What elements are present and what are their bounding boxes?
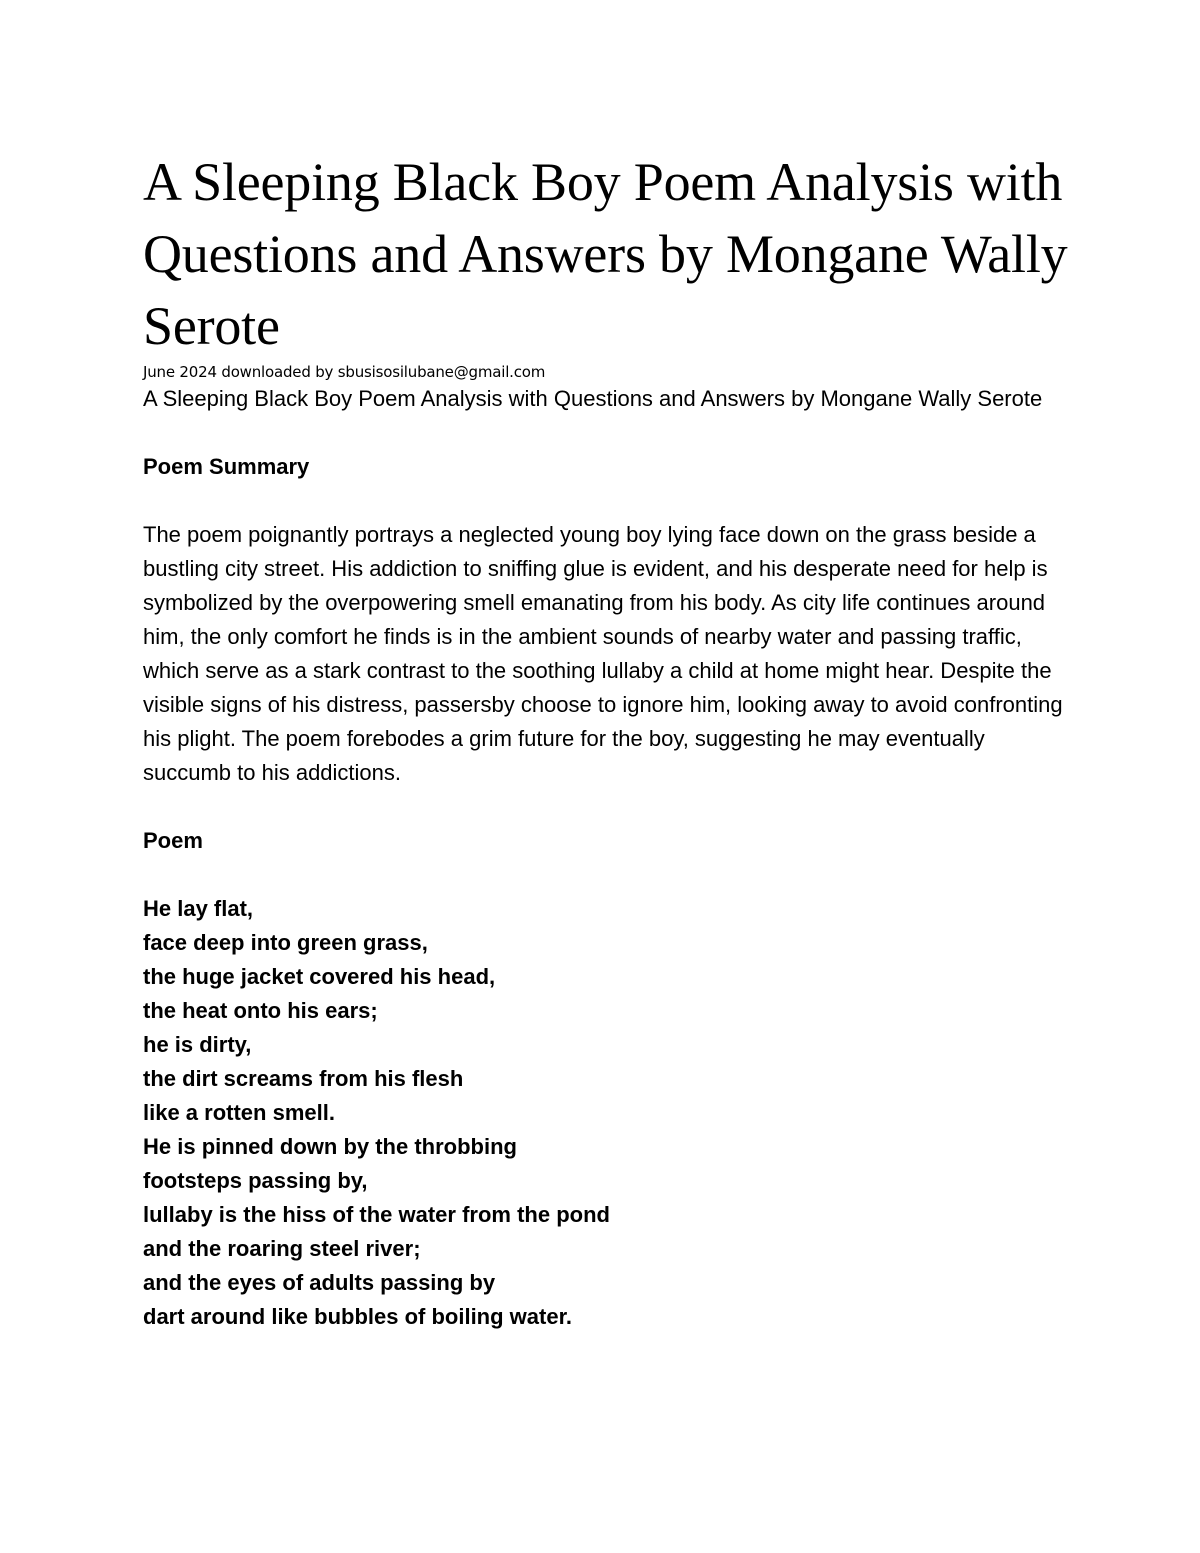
document-subtitle: A Sleeping Black Boy Poem Analysis with Questions and Answers by Mongane Wally Serote xyxy=(143,386,1043,411)
poem-line: He is pinned down by the throbbing xyxy=(143,1134,517,1159)
poem-line: and the roaring steel river; xyxy=(143,1236,421,1261)
poem-line: dart around like bubbles of boiling water. xyxy=(143,1304,573,1329)
poem-line: like a rotten smell. xyxy=(143,1100,335,1125)
summary-heading: Poem Summary xyxy=(143,454,310,479)
poem-line: lullaby is the hiss of the water from the pond xyxy=(143,1202,610,1227)
poem-line: he is dirty, xyxy=(143,1032,252,1057)
poem-stanza xyxy=(143,892,1103,1334)
document-title: A Sleeping Black Boy Poem Analysis with Questions and Answers by Mongane Wally Serote xyxy=(143,152,1068,356)
poem-line: and the eyes of adults passing by xyxy=(143,1270,496,1295)
poem-line: the dirt screams from his flesh xyxy=(143,1066,464,1091)
poem-line: He lay flat, xyxy=(143,896,254,921)
poem-line: footsteps passing by, xyxy=(143,1168,368,1193)
document-page xyxy=(143,146,1103,1334)
summary-paragraph: The poem poignantly portrays a neglected young boy lying face down on the grass beside a bustling city street. His addiction to sniffing glue is evident, and his desperate need for help is symbolized by the overpowering smell emanating from his body. As city life continues around him, the only comfort he finds is in the ambient sounds of nearby water and passing traffic, which serve as a stark contrast to the soothing lullaby a child at home might hear. Despite the visible signs of his distress, passersby choose to ignore him, looking away to avoid confronting his plight. The poem forebodes a grim future for the boy, suggesting he may eventually succumb to his addictions. xyxy=(143,522,1063,785)
poem-heading: Poem xyxy=(143,828,203,853)
poem-line: face deep into green grass, xyxy=(143,930,428,955)
download-note: June 2024 downloaded by sbusisosilubane@gmail.com xyxy=(143,363,546,381)
poem-line: the heat onto his ears; xyxy=(143,998,378,1023)
poem-line: the huge jacket covered his head, xyxy=(143,964,496,989)
